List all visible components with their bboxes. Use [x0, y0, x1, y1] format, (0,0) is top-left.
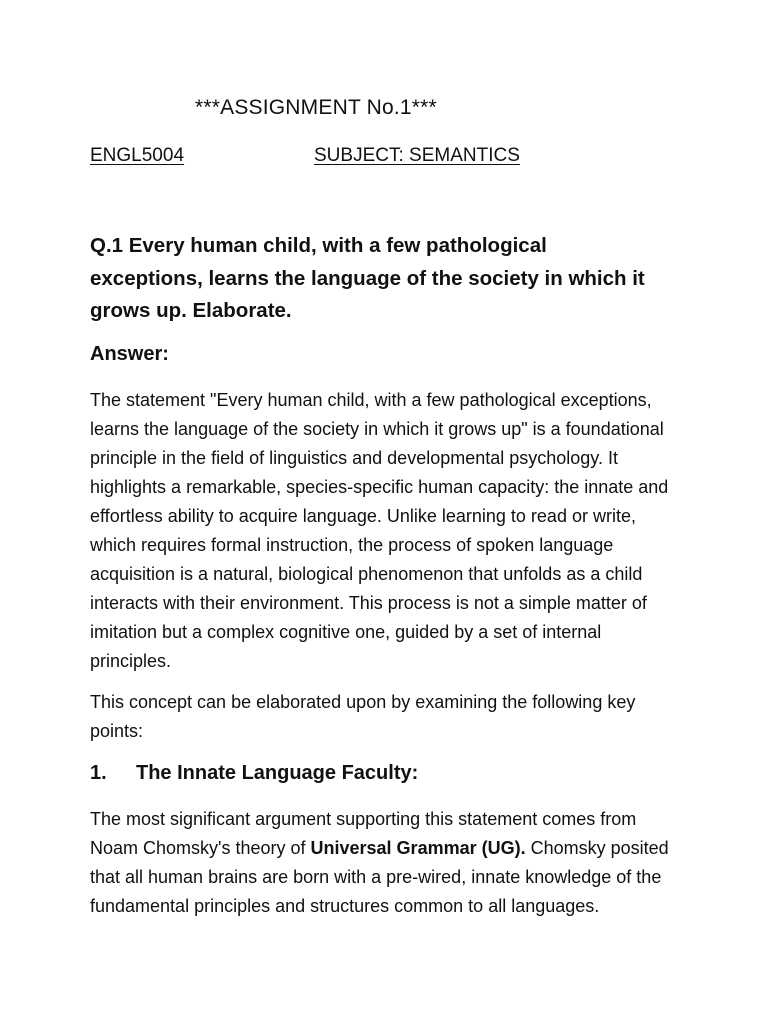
section-heading-1 — [90, 762, 418, 785]
assignment-title: ***ASSIGNMENT No.1*** — [195, 96, 437, 119]
paragraph-3-text-after: Chomsky posited that all human brains are born with a pre-wired, innate knowledge of the fundamental principles and structures common to all languages. — [90, 838, 669, 916]
subject-heading: SUBJECT: SEMANTICS — [314, 145, 520, 166]
answer-paragraph-1: The statement "Every human child, with a few pathological exceptions, learns the language of the society in which it grows up" is a foundational principle in the field of linguistics and developmental psychology. It highlights a remarkable, species-specific human capacity: the innate and effortless ability to acquire language. Unlike learning to read or write, which requires formal instruction, the process of spoken language acquisition is a natural, biological phenomenon that unfolds as a child interacts with their environment. This process is not a simple matter of imitation but a complex cognitive one, guided by a set of internal principles. — [90, 390, 669, 671]
paragraph-3-text-before: The most significant argument supporting this statement comes from Noam Chomsky's theory of — [90, 809, 637, 858]
universal-grammar-term: Universal Grammar (UG). — [310, 838, 526, 858]
answer-paragraph-3 — [90, 805, 675, 921]
question-text: Q.1 Every human child, with a few pathological exceptions, learns the language of the society in which it grows up. Elaborate. — [90, 234, 645, 322]
section-number: 1. — [90, 762, 107, 784]
course-code: ENGL5004 — [90, 145, 185, 166]
section-title: The Innate Language Faculty: — [136, 762, 419, 784]
answer-paragraph-2: This concept can be elaborated upon by examining the following key points: — [90, 692, 636, 741]
answer-label: Answer: — [90, 343, 169, 365]
